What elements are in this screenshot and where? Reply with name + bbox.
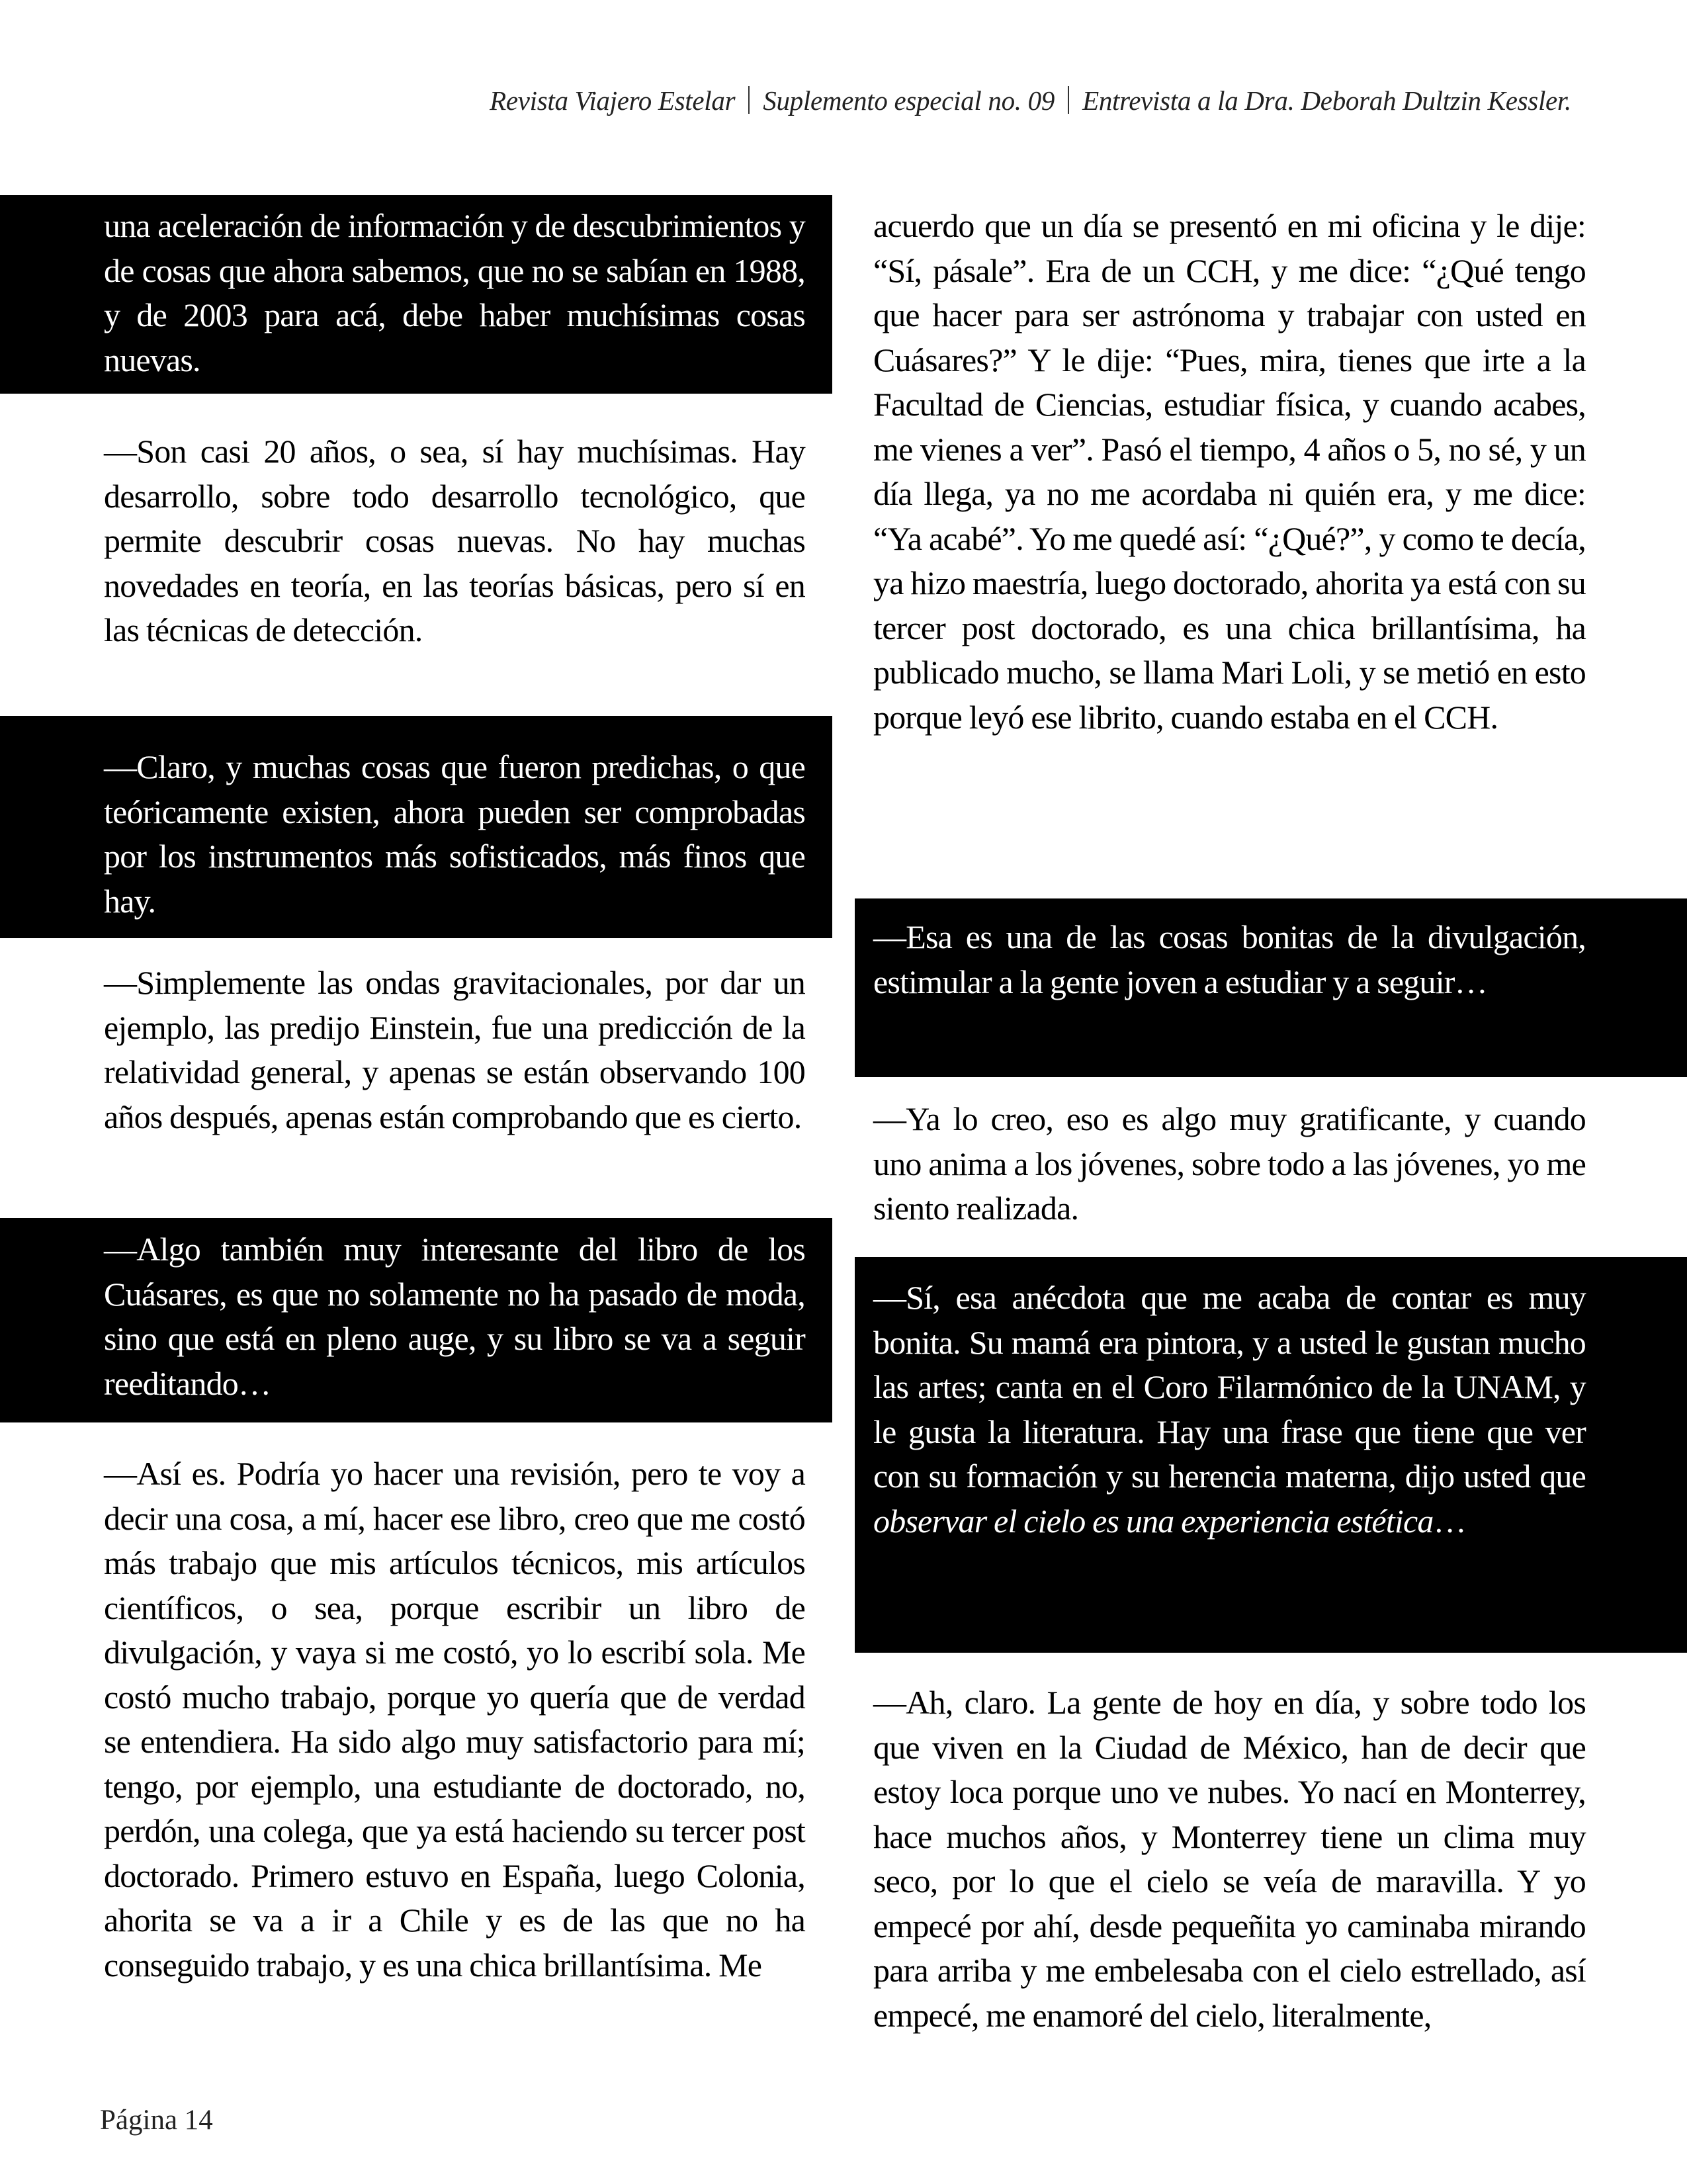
header-divider bbox=[1068, 86, 1069, 114]
answer-block bbox=[855, 1085, 1687, 1237]
question-block bbox=[855, 1257, 1687, 1653]
answer-block bbox=[0, 953, 832, 1178]
answer-text: —Así es. Podría yo hacer una revisión, pero te voy a decir una cosa, a mí, hacer ese libro, creo que me costó más trabajo que mis artículos técnicos, mis artículos científicos, o sea, porque escribir un libro de divulgación, y vaya si me costó, yo lo escribí sola. Me costó mucho trabajo, porque yo quería que de verdad se entendiera. Ha sido algo muy satisfactorio para mí; tengo, por ejemplo, una estudiante de doctorado, no, perdón, una colega, que ya está haciendo su tercer post doctorado. Primero estuvo en España, luego Colonia, ahorita se va a ir a Chile y es de las que no ha conseguido trabajo, y es una chica brillantísima. Me bbox=[104, 1455, 805, 1984]
question-text: —Claro, y muchas cosas que fueron predichas, o que teóricamente existen, ahora pueden ser comprobadas por los instrumentos más sofisticados, más finos que hay. bbox=[104, 748, 805, 920]
running-header bbox=[490, 85, 1571, 116]
question-block bbox=[855, 898, 1687, 1077]
question-text-tail: … bbox=[1433, 1502, 1466, 1540]
quoted-phrase: observar el cielo es una experiencia estética bbox=[873, 1502, 1434, 1540]
answer-block bbox=[855, 195, 1687, 883]
answer-text: —Simplemente las ondas gravitacionales, por dar un ejemplo, las predijo Einstein, fue una predicción de la relatividad general, y apenas se están observando 100 años después, apenas están comprobando que es cierto. bbox=[104, 964, 805, 1135]
question-text bbox=[873, 1276, 1586, 1544]
answer-block bbox=[855, 1667, 1687, 2091]
answer-block bbox=[0, 1442, 832, 2064]
question-block bbox=[0, 195, 832, 394]
answer-text: —Son casi 20 años, o sea, sí hay muchísimas. Hay desarrollo, sobre todo desarrollo tecnológico, que permite descubrir cosas nuevas. No hay muchas novedades en teoría, en las teorías básicas, pero sí en las técnicas de detección. bbox=[104, 433, 805, 648]
page-number: Página 14 bbox=[100, 2105, 213, 2136]
answer-text: acuerdo que un día se presentó en mi oficina y le dije: “Sí, pásale”. Era de un CCH, y me dice: “¿Qué tengo que hacer para ser astrónoma y trabajar con usted en Cuásares?” Y le dije: “Pues, mira, tienes que irte a la Facultad de Ciencias, estudiar física, y cuando acabes, me vienes a ver”. Pasó el tiempo, 4 años o 5, no sé, y un día llega, ya no me acordaba ni quién era, y me dice: “Ya acabé”. Yo me quedé así: “¿Qué?”, y como te decía, ya hizo maestría, luego doctorado, ahorita ya está con su tercer post doctorado, es una chica brillantísima, ha publicado mucho, se llama Mari Loli, y se metió en esto porque leyó ese librito, cuando estaba en el CCH. bbox=[873, 207, 1586, 736]
header-divider bbox=[748, 86, 750, 114]
question-text: —Esa es una de las cosas bonitas de la divulgación, estimular a la gente joven a estudiar y a seguir… bbox=[873, 918, 1586, 1000]
article-title: Entrevista a la Dra. Deborah Dultzin Kessler. bbox=[1082, 85, 1571, 116]
answer-text: —Ah, claro. La gente de hoy en día, y sobre todo los que viven en la Ciudad de México, han de decir que estoy loca porque uno ve nubes. Yo nací en Monterrey, hace muchos años, y Monterrey tiene un clima muy seco, por lo que el cielo se veía de maravilla. Y yo empecé por ahí, desde pequeñita yo caminaba mirando para arriba y me embelesaba con el cielo estrellado, así empecé, me enamoré del cielo, literalmente, bbox=[873, 1684, 1586, 2034]
question-text: —Algo también muy interesante del libro de los Cuásares, es que no solamente no ha pasado de moda, sino que está en pleno auge, y su libro se va a seguir reeditando… bbox=[104, 1231, 805, 1402]
supplement-label: Suplemento especial no. 09 bbox=[763, 85, 1055, 116]
question-text: una aceleración de información y de descubrimientos y de cosas que ahora sabemos, que no se sabían en 1988, y de 2003 para acá, debe haber muchísimas cosas nuevas. bbox=[104, 207, 805, 378]
magazine-title: Revista Viajero Estelar bbox=[490, 85, 736, 116]
question-text-main: —Sí, esa anécdota que me acaba de contar es muy bonita. Su mamá era pintora, y a usted le gustan mucho las artes; canta en el Coro Filarmónico de la UNAM, y le gusta la literatura. Hay una frase que tiene que ver con su formación y su herencia materna, dijo usted que bbox=[873, 1279, 1586, 1495]
question-block bbox=[0, 1218, 832, 1422]
answer-text: —Ya lo creo, eso es algo muy gratificante, y cuando uno anima a los jóvenes, sobre todo a las jóvenes, yo me siento realizada. bbox=[873, 1100, 1586, 1227]
question-block bbox=[0, 716, 832, 938]
answer-block bbox=[0, 423, 832, 695]
